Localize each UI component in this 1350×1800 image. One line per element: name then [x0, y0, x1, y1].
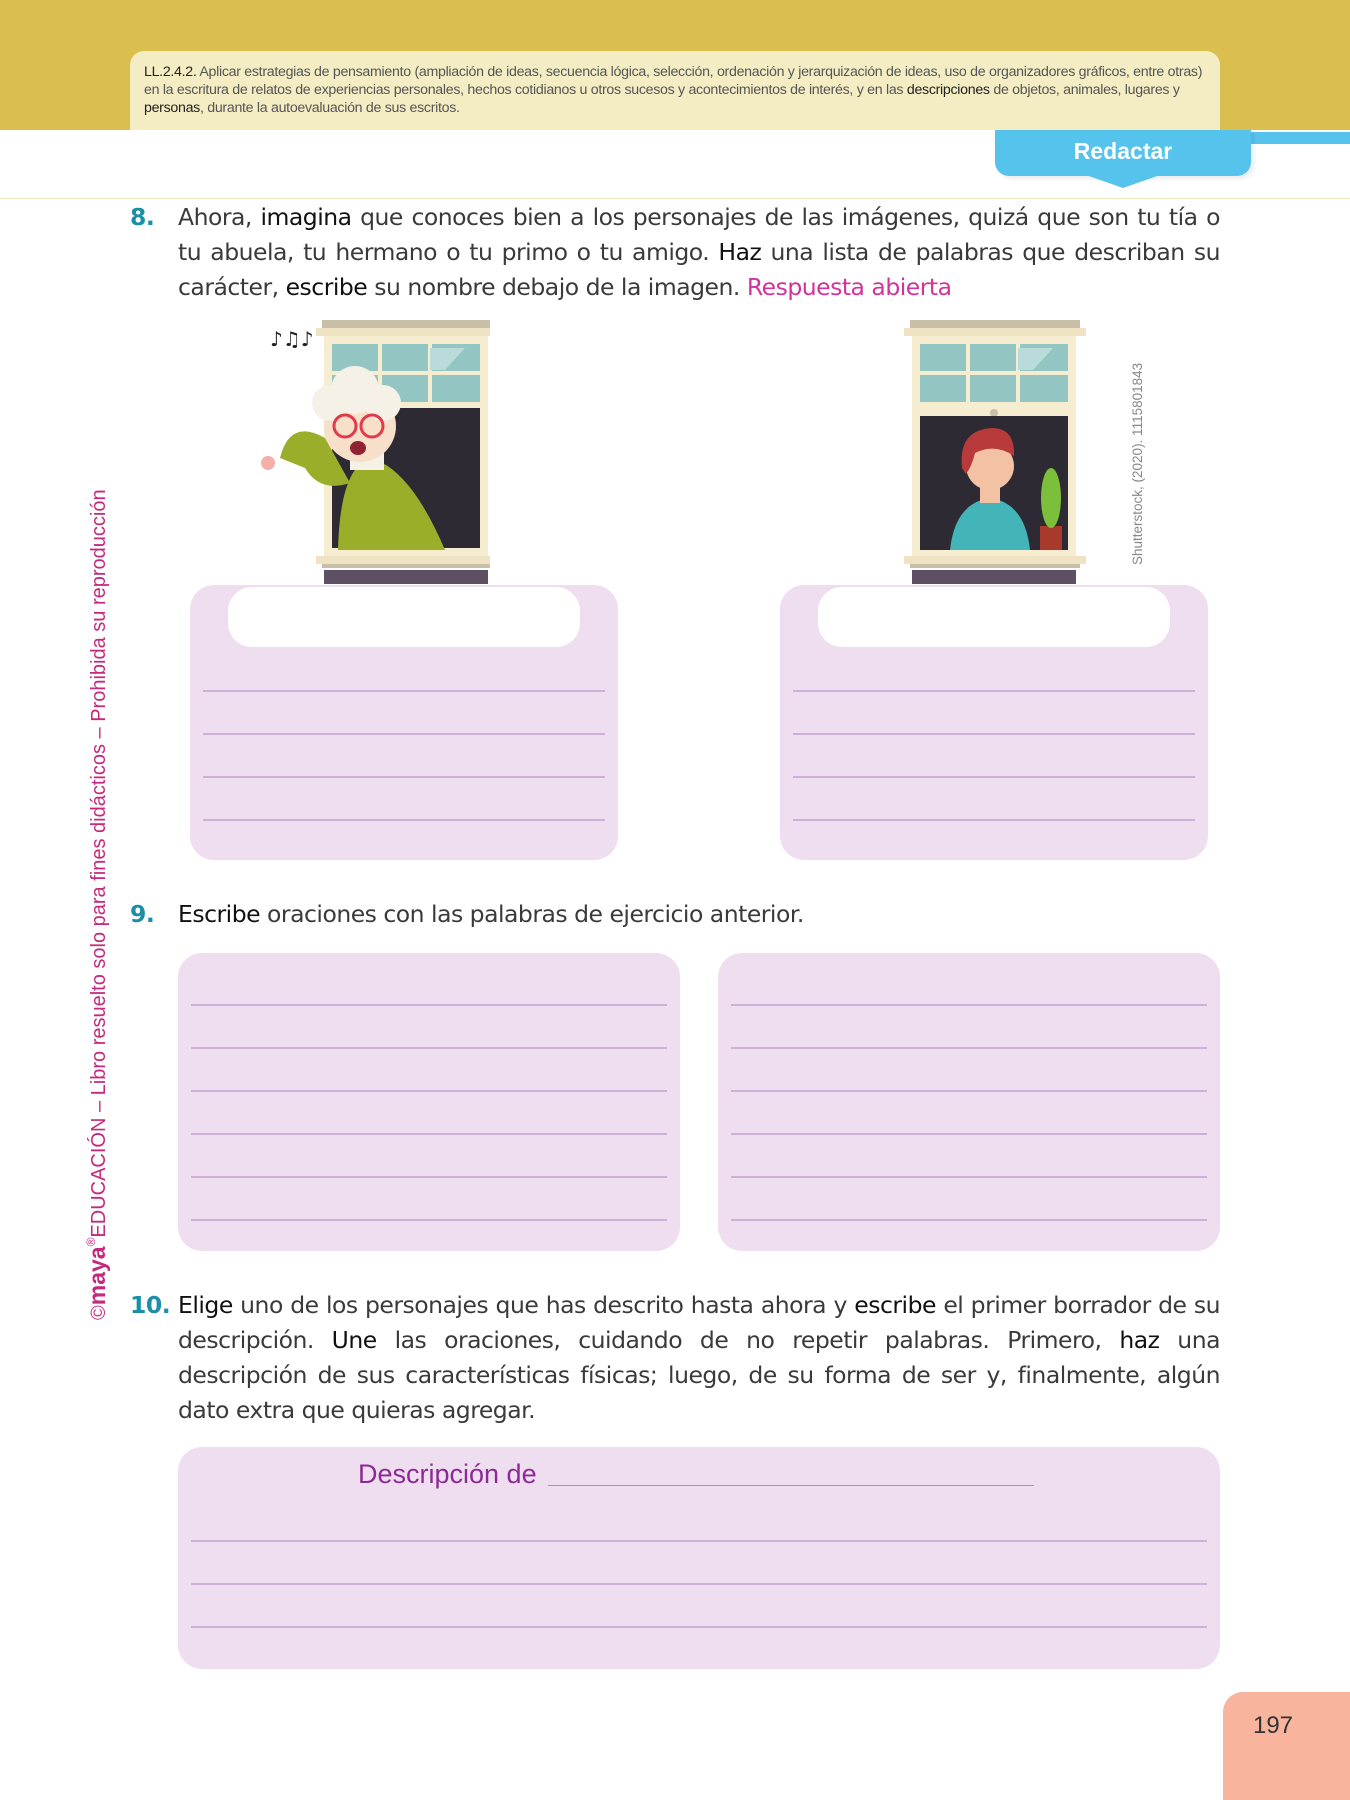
- writing-line[interactable]: [203, 819, 605, 821]
- sentences-card-right: [718, 953, 1220, 1251]
- page-number-tab: [1223, 1692, 1350, 1800]
- writing-line[interactable]: [191, 1540, 1207, 1542]
- writing-line[interactable]: [191, 1047, 667, 1049]
- writing-line[interactable]: [203, 733, 605, 735]
- skill-text-1: Aplicar estrategias de pensamiento (ampliación de ideas, secuencia lógica, selección, ordenación y jerarquización de ideas, uso de organizadores gráficos, entre otras) en la escritura de relatos de experiencias personales, hechos cotidianos u otros sucesos y acontecimientos de interés, y en las: [144, 64, 1203, 98]
- page-number: 197: [1252, 1712, 1294, 1739]
- exercise-8: [130, 200, 1220, 305]
- description-label: Descripción de: [358, 1459, 537, 1489]
- exercise-instruction: Escribe oraciones con las palabras de ejercicio anterior.: [178, 900, 804, 928]
- writing-line[interactable]: [731, 1133, 1207, 1135]
- copyright-symbol: ©: [88, 1305, 110, 1320]
- topic-stripe: [1240, 132, 1350, 144]
- header-rule: [0, 198, 1350, 199]
- svg-text:♪♫♪: ♪♫♪: [270, 327, 314, 351]
- description-card: [178, 1447, 1220, 1669]
- exercise-10: [130, 1288, 1220, 1428]
- writing-line[interactable]: [793, 690, 1195, 692]
- exercise-number: 9.: [130, 900, 155, 928]
- skill-code: LL.2.4.2.: [144, 64, 197, 80]
- skill-text-3: , durante la autoevaluación de sus escritos.: [199, 100, 460, 116]
- writing-line[interactable]: [731, 1004, 1207, 1006]
- exercise-instruction: Ahora, imagina que conoces bien a los personajes de las imágenes, quizá que son tu tía o tu abuela, tu hermano o tu primo o tu amigo. Haz una lista de palabras que describan su carácter, escribe su nombre debajo de la imagen. Respuesta abierta: [178, 203, 1220, 301]
- brand-name: maya: [84, 1246, 110, 1306]
- sentences-card-left: [178, 953, 680, 1251]
- writing-line[interactable]: [793, 776, 1195, 778]
- writing-line[interactable]: [191, 1133, 667, 1135]
- writing-line[interactable]: [731, 1047, 1207, 1049]
- side-copyright: [84, 489, 111, 1320]
- writing-line[interactable]: [191, 1626, 1207, 1628]
- skill-standard-box: [130, 51, 1220, 130]
- registered-mark: ®: [84, 1237, 98, 1247]
- skill-bold-2: personas: [144, 100, 200, 116]
- topic-tab: Redactar: [995, 130, 1251, 176]
- character-card-right: [780, 585, 1208, 860]
- exercise-9: [130, 897, 1220, 932]
- image-credit: Shutterstock, (2020). 1115801843: [1130, 362, 1145, 565]
- writing-line[interactable]: [191, 1090, 667, 1092]
- writing-line[interactable]: [191, 1176, 667, 1178]
- character-card-left: [190, 585, 618, 860]
- exercise-number: 10.: [130, 1291, 171, 1319]
- music-notes-icon: [270, 327, 313, 351]
- grandmother-window-illustration: [250, 318, 490, 588]
- answer-note: Respuesta abierta: [746, 273, 952, 301]
- skill-bold-1: descripciones: [906, 82, 990, 98]
- name-field-right[interactable]: [818, 587, 1170, 647]
- writing-line[interactable]: [191, 1219, 667, 1221]
- writing-line[interactable]: [793, 733, 1195, 735]
- writing-line[interactable]: [203, 776, 605, 778]
- writing-line[interactable]: [191, 1583, 1207, 1585]
- name-field-left[interactable]: [228, 587, 580, 647]
- writing-line[interactable]: [793, 819, 1195, 821]
- topic-tab-arrow: [1083, 174, 1163, 188]
- writing-line[interactable]: [191, 1004, 667, 1006]
- writing-line[interactable]: [203, 690, 605, 692]
- skill-text-2: de objetos, animales, lugares y: [989, 82, 1180, 98]
- boy-window-illustration: [880, 318, 1120, 588]
- copyright-text: EDUCACIÓN – Libro resuelto solo para fines didácticos – Prohibida su reproducción: [88, 489, 110, 1238]
- exercise-instruction: Elige uno de los personajes que has descrito hasta ahora y escribe el primer borrador de su descripción. Une las oraciones, cuidando de no repetir palabras. Primero, haz una descripción de sus características físicas; luego, de su forma de ser y, finalmente, algún dato extra que quieras agregar.: [178, 1291, 1221, 1424]
- writing-line[interactable]: [731, 1219, 1207, 1221]
- exercise-number: 8.: [130, 203, 155, 231]
- writing-line[interactable]: [731, 1176, 1207, 1178]
- writing-line[interactable]: [731, 1090, 1207, 1092]
- description-name-line[interactable]: [548, 1485, 1034, 1486]
